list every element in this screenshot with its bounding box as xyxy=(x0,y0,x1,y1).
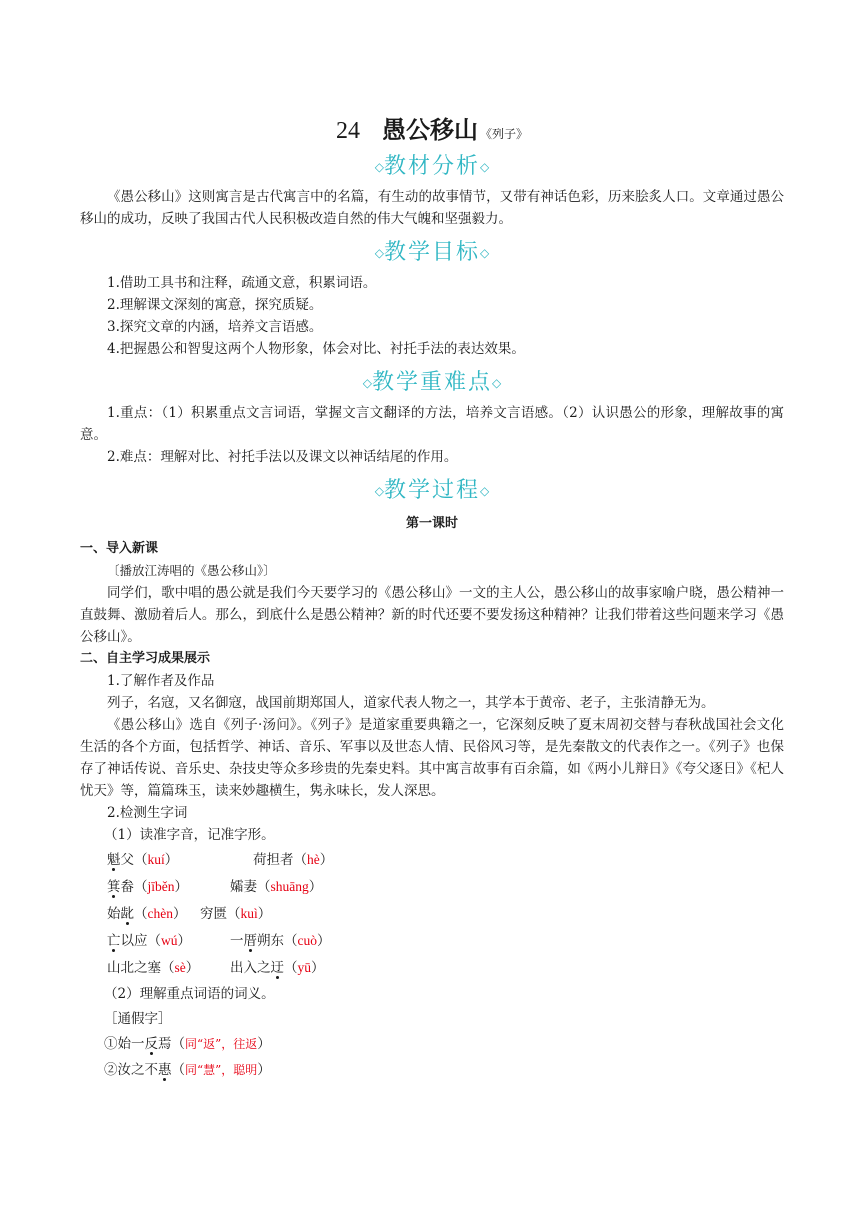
lesson-number: 24 xyxy=(335,118,360,144)
vocab-word: 魁父（kuí） xyxy=(107,852,179,868)
part2-sub1: 1.了解作者及作品 xyxy=(107,673,215,689)
diamond-icon: ◇ xyxy=(480,484,490,498)
part2-heading: 二、自主学习成果展示 xyxy=(80,651,211,666)
section-heading-analysis: ◇教材分析◇ xyxy=(374,154,490,179)
section-heading-goals: ◇教学目标◇ xyxy=(374,240,490,265)
vocab-row xyxy=(80,954,784,981)
part2-sub2: 2.检测生字词 xyxy=(107,805,188,821)
vocab-word: 山北之塞（sè） xyxy=(107,960,200,976)
vocab-row xyxy=(80,900,784,927)
lesson-source: 《列子》 xyxy=(479,127,528,141)
lesson-period: 第一课时 xyxy=(405,516,458,531)
vocab-row xyxy=(80,846,784,873)
vocab-word: 始龀（chèn） xyxy=(107,906,187,922)
goal-item: 4.把握愚公和智叟这两个人物形象，体会对比、衬托手法的表达效果。 xyxy=(107,341,525,357)
diamond-icon: ◇ xyxy=(362,376,372,390)
key-point-item: 1.重点：（1）积累重点文言词语，掌握文言文翻译的方法，培养文言语感。（2）认识愚公的形象，理解故事的寓意。 xyxy=(80,405,784,443)
goal-item: 2.理解课文深刻的寓意，探究质疑。 xyxy=(107,297,323,313)
step2-label: （2）理解重点词语的词义。 xyxy=(104,986,275,1002)
tongjia-item: ②汝之不惠（同“慧”，聪明） xyxy=(104,1062,271,1078)
diamond-icon: ◇ xyxy=(480,246,490,260)
step1-label: （1）读准字音，记准字形。 xyxy=(104,827,275,843)
tongjia-item: ①始一反焉（同“返”，往返） xyxy=(104,1036,271,1052)
analysis-paragraph: 《愚公移山》这则寓言是古代寓言中的名篇，有生动的故事情节，又带有神话色彩，历来脍炙人口。文章通过愚公移山的成功，反映了我国古代人民积极改造自然的伟大气魄和坚强毅力。 xyxy=(80,189,784,227)
vocab-word: 出入之迂（yū） xyxy=(230,960,325,976)
part1-paragraph: 同学们，歌中唱的愚公就是我们今天要学习的《愚公移山》一文的主人公，愚公移山的故事家喻户晓，愚公精神一直鼓舞、激励着后人。那么，到底什么是愚公精神？新的时代还要不要发扬这种精神？让我们带着这些问题来学习《愚公移山》。 xyxy=(80,585,784,645)
diamond-icon: ◇ xyxy=(374,246,384,260)
diamond-icon: ◇ xyxy=(480,160,490,174)
vocab-word: 穷匮（kuì） xyxy=(200,906,272,922)
key-point-item: 2.难点：理解对比、衬托手法以及课文以神话结尾的作用。 xyxy=(107,449,458,465)
vocab-row xyxy=(80,873,784,900)
diamond-icon: ◇ xyxy=(374,160,384,174)
vocab-word: 荷担者（hè） xyxy=(253,852,334,868)
section-heading-process: ◇教学过程◇ xyxy=(374,478,490,503)
tongjia-label: ［通假字］ xyxy=(104,1011,172,1027)
section-heading-key-points: ◇教学重难点◇ xyxy=(362,370,502,395)
vocab-word: 亡以应（wú） xyxy=(107,933,191,949)
vocab-word: 箕畚（jīběn） xyxy=(107,879,188,895)
vocab-word: 孀妻（shuāng） xyxy=(230,879,323,895)
author-paragraph: 列子，名寇，又名御寇，战国前期郑国人，道家代表人物之一，其学本于黄帝、老子，主张清静无为。 xyxy=(107,695,715,711)
work-paragraph: 《愚公移山》选自《列子·汤问》。《列子》是道家重要典籍之一，它深刻反映了夏末周初交替与春秋战国社会文化生活的各个方面，包括哲学、神话、音乐、军事以及世态人情、民俗风习等，是先秦散文的代表作之一。《列子》也保存了神话传说、音乐史、杂技史等众多珍贵的先秦史料。其中寓言故事有百余篇，如《两小儿辩日》《夸父逐日》《杞人忧天》等，篇篇珠玉，读来妙趣横生，隽永味长，发人深思。 xyxy=(80,717,784,799)
vocab-row xyxy=(80,927,784,954)
goal-item: 3.探究文章的内涵，培养文言语感。 xyxy=(107,319,323,335)
part1-note: 〔播放江涛唱的《愚公移山》〕 xyxy=(107,563,276,578)
vocab-word: 一厝朔东（cuò） xyxy=(230,933,331,949)
part1-heading: 一、导入新课 xyxy=(80,541,159,556)
document-page xyxy=(80,112,784,1083)
diamond-icon: ◇ xyxy=(374,484,384,498)
lesson-title xyxy=(80,112,784,148)
lesson-title-text: 愚公移山 xyxy=(381,115,478,144)
goal-item: 1.借助工具书和注释，疏通文意，积累词语。 xyxy=(107,275,377,291)
diamond-icon: ◇ xyxy=(492,376,502,390)
